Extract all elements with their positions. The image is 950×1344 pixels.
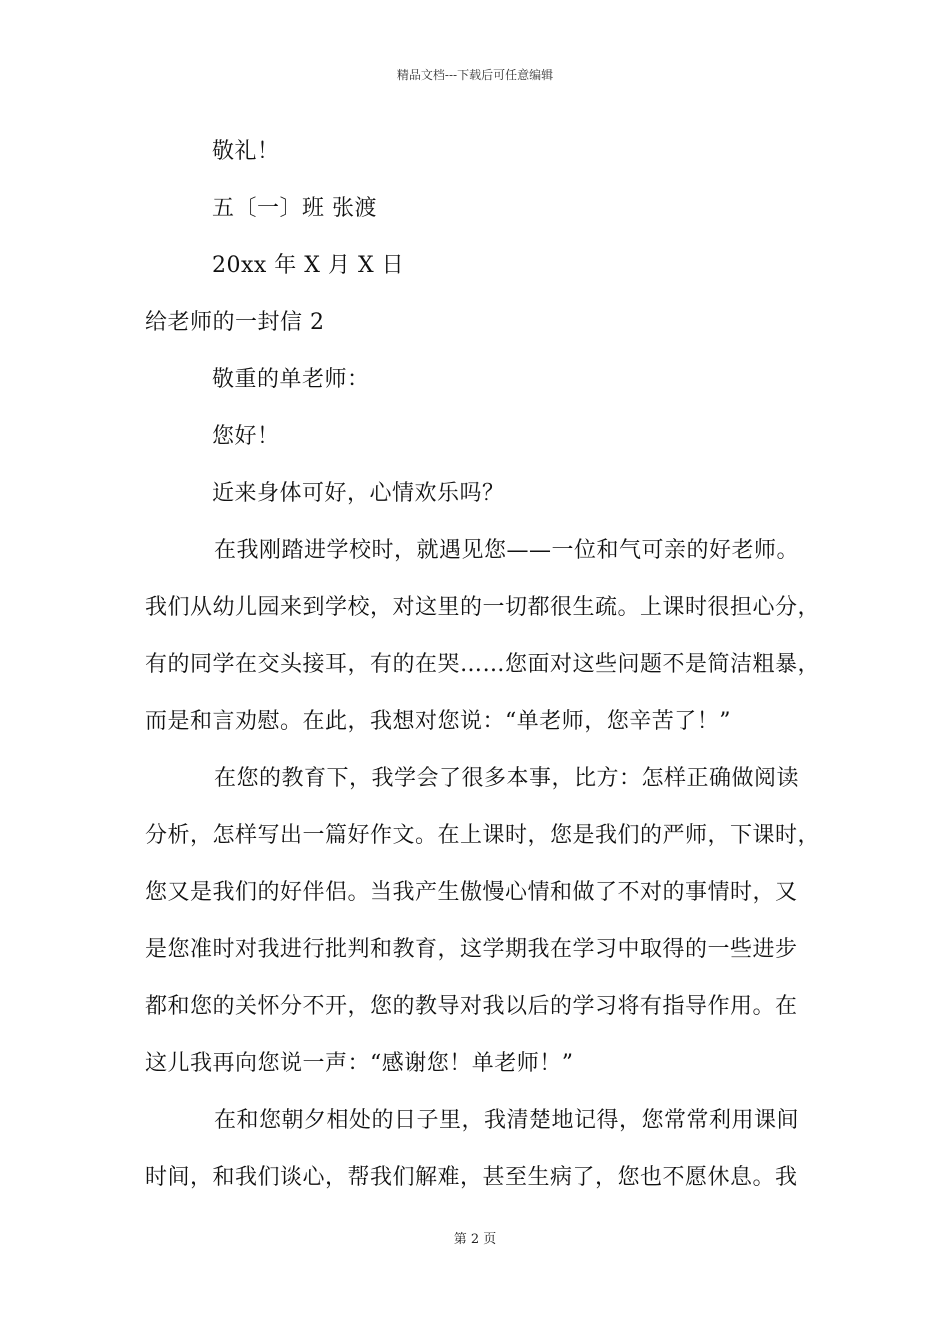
letter-hello: 您好！	[212, 424, 280, 449]
paragraph-line: 分析，怎样写出一篇好作文。在上课时，您是我们的严师，下课时，	[145, 823, 821, 848]
letter-greeting: 敬重的单老师：	[212, 367, 370, 392]
page-header: 精品文档---下载后可任意编辑	[396, 68, 554, 82]
paragraph-line: 而是和言劝慰。在此，我想对您说：“单老师，您辛苦了！”	[145, 709, 731, 734]
closing-salutation: 敬礼！	[212, 139, 280, 164]
paragraph-line: 在您的教育下，我学会了很多本事，比方：怎样正确做阅读	[214, 766, 800, 791]
paragraph-line: 在和您朝夕相处的日子里，我清楚地记得，您常常利用课间	[214, 1108, 800, 1133]
paragraph-line: 近来身体可好，心情欢乐吗？	[212, 481, 505, 506]
paragraph-line: 有的同学在交头接耳，有的在哭……您面对这些问题不是简洁粗暴，	[145, 652, 821, 677]
signature-date: 20xx 年 X 月 X 日	[212, 253, 405, 278]
paragraph-line: 您又是我们的好伴侣。当我产生傲慢心情和做了不对的事情时，又	[145, 880, 798, 905]
page-number: 第 2 页	[453, 1232, 497, 1247]
paragraph-line: 时间，和我们谈心，帮我们解难，甚至生病了，您也不愿休息。我	[145, 1165, 798, 1190]
section-title: 给老师的一封信 2	[145, 310, 325, 335]
paragraph-line: 这儿我再向您说一声：“感谢您！单老师！”	[145, 1051, 574, 1076]
paragraph-line: 都和您的关怀分不开，您的教导对我以后的学习将有指导作用。在	[145, 994, 798, 1019]
signature-name: 五〔一〕班 张渡	[212, 196, 377, 221]
paragraph-line: 是您准时对我进行批判和教育，这学期我在学习中取得的一些进步	[145, 937, 798, 962]
paragraph-line: 我们从幼儿园来到学校，对这里的一切都很生疏。上课时很担心分，	[145, 595, 821, 620]
paragraph-line: 在我刚踏进学校时，就遇见您——一位和气可亲的好老师。	[214, 538, 800, 563]
